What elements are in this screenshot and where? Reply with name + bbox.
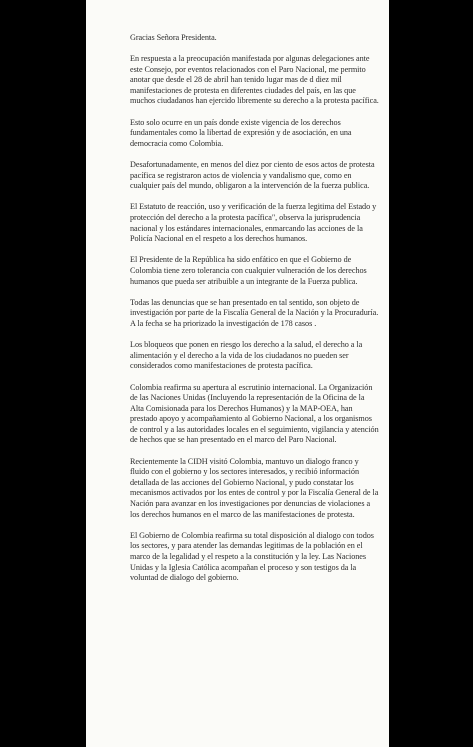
paragraph-5: El Presidente de la República ha sido enfático en que el Gobierno de Colombia tiene zero tolerancia con cualquier vulneración de los derechos humanos que pueda ser atribuible a un integrante de la Fuerza publica. xyxy=(130,255,367,286)
paragraph-6: Todas las denuncias que se han presentado en tal sentido, son objeto de investigación por parte de la Fiscalía General de la Nación y la Procuraduría. A la fecha se ha priorizado la investigación de 178 casos . xyxy=(130,297,379,328)
paragraph-4: El Estatuto de reacción, uso y verificación de la fuerza legitima del Estado y protección del derecho a la protesta pacífica", observa la jurisprudencia nacional y los estándares internacionales, enmarcando las acciones de la Policía Nacional en el respeto a los derechos humanos. xyxy=(130,202,377,244)
paragraph-2: Esto solo ocurre en un país donde existe vigencia de los derechos fundamentales como la libertad de expresión y de asociación, en una democracia como Colombia. xyxy=(130,117,352,148)
paragraph-1: En respuesta a la preocupación manifestada por algunas delegaciones ante este Consejo, por eventos relacionados con el Paro Nacional, me permito anotar que desde el 28 de abril han tenido lugar mas de d diez mil manifestaciones de protesta en diferentes ciudades del país, en las que muchos ciudadanos han ejercido libremente su derecho a la protesta pacífica. xyxy=(130,54,379,106)
paragraph-10: El Gobierno de Colombia reafirma su total disposición al dialogo con todos los sectores, y para atender las demandas legitimas de la población en el marco de la legalidad y el respeto a la constitución y la ley. Las Naciones Unidas y la Iglesia Católica acompañan el proceso y son testigos da la voluntad de dialogo del gobierno. xyxy=(130,530,374,583)
paragraph-9: Recientemente la CIDH visitó Colombia, mantuvo un dialogo franco y fluido con el gobierno y los sectores interesados, y recibió información detallada de las acciones del Gobierno Nacional, y pudo constatar los mecanismos activados por los entes de control y por la Fiscalía General de la Nación para avanzar en los investigaciones por denuncias de violaciones a los derechos humanos en el marco de las manifestaciones de protesta. xyxy=(130,456,379,519)
document-body xyxy=(130,33,379,594)
greeting-line: Gracias Señora Presidenta. xyxy=(130,33,217,42)
paragraph-8: Colombia reafirma su apertura al escrutinio internacional. La Organización de las Naciones Unidas (Incluyendo la representación de la Oficina de la Alta Comisionada para los Derechos Humanos) y la MAP-OEA, han prestado apoyo y acompañamiento al Gobierno Nacional, a los organismos de control y a las autoridades locales en el seguimiento, vigilancia y atención de hechos que se han presentado en el marco del Paro Nacional. xyxy=(130,382,379,445)
paragraph-3: Desafortunadamente, en menos del diez por ciento de esos actos de protesta pacífica se registraron actos de violencia y vandalismo que, como en cualquier país del mundo, obligaron a la intervención de la fuerza publica. xyxy=(130,160,375,191)
document-page xyxy=(86,0,389,747)
paragraph-7: Los bloqueos que ponen en riesgo los derecho a la salud, el derecho a la alimentación y el derecho a la vida de los ciudadanos no pueden ser considerados como manifestaciones de protesta pacífica. xyxy=(130,340,363,371)
